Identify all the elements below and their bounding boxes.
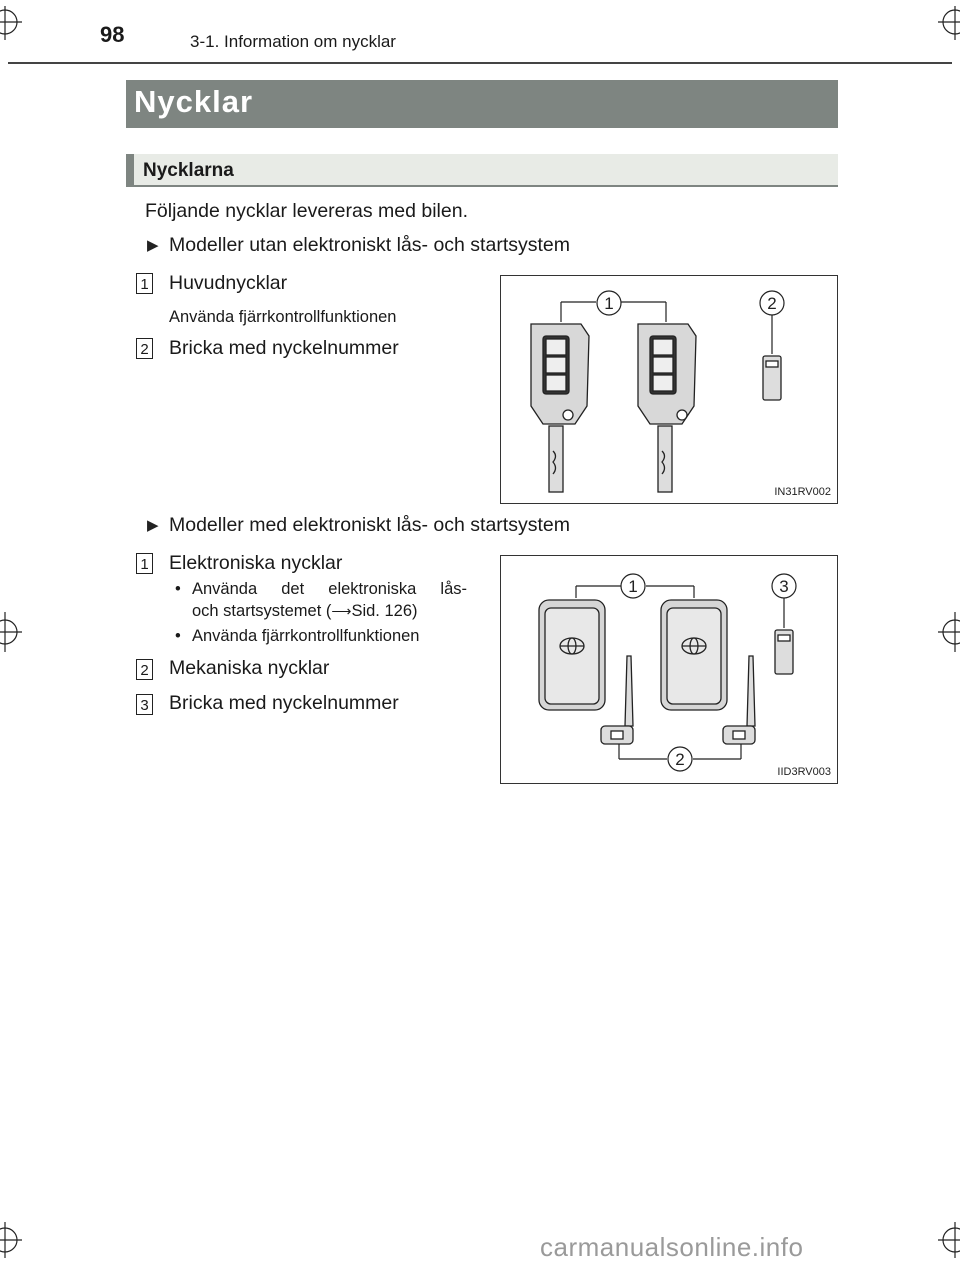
callout-2: 2: [675, 750, 685, 769]
subtitle-accent: [126, 154, 134, 187]
section2-heading: Modeller med elektroniskt lås- och startsystem: [169, 514, 570, 536]
callout-1: 1: [628, 577, 638, 596]
item-number: 1: [136, 273, 153, 294]
item-note: Använda fjärrkontrollfunktionen: [169, 308, 397, 326]
section-subtitle: Nycklarna: [143, 160, 234, 181]
bullet-text-line1: Använda det elektroniska lås-: [192, 580, 467, 598]
callout-3: 3: [779, 577, 789, 596]
page-number: 98: [100, 22, 125, 47]
figure-code: IID3RV003: [777, 766, 831, 778]
item-label: Mekaniska nycklar: [169, 657, 330, 679]
item-label: Elektroniska nycklar: [169, 552, 343, 574]
arrow-icon: ⟶: [331, 603, 352, 619]
item-label: Bricka med nyckelnummer: [169, 337, 399, 359]
item-number: 3: [136, 694, 153, 715]
page-title: Nycklar: [134, 84, 254, 119]
triangle-bullet-icon: ▶: [147, 237, 159, 254]
figure-code: IN31RV002: [774, 486, 831, 498]
header-rule: [8, 62, 952, 64]
watermark: carmanualsonline.info: [540, 1232, 804, 1262]
item-label: Bricka med nyckelnummer: [169, 692, 399, 714]
running-head: 3-1. Information om nycklar: [190, 32, 396, 51]
figure-smart-keys: [500, 555, 838, 784]
bullet-text-line2: och startsystemet (⟶Sid. 126): [192, 602, 418, 620]
bullet-dot: •: [175, 580, 181, 598]
item-number: 2: [136, 338, 153, 359]
callout-1: 1: [604, 294, 614, 313]
figure-remote-keys: [500, 275, 838, 504]
triangle-bullet-icon: ▶: [147, 517, 159, 534]
key-illustration: [501, 276, 837, 503]
bullet-text: Använda fjärrkontrollfunktionen: [192, 627, 420, 645]
item-number: 1: [136, 553, 153, 574]
intro-text: Följande nycklar levereras med bilen.: [145, 200, 468, 222]
callout-2: 2: [767, 294, 777, 313]
smart-key-illustration: [501, 556, 837, 783]
section1-heading: Modeller utan elektroniskt lås- och startsystem: [169, 234, 570, 256]
bullet-dot: •: [175, 627, 181, 645]
item-label: Huvudnycklar: [169, 272, 288, 294]
item-number: 2: [136, 659, 153, 680]
